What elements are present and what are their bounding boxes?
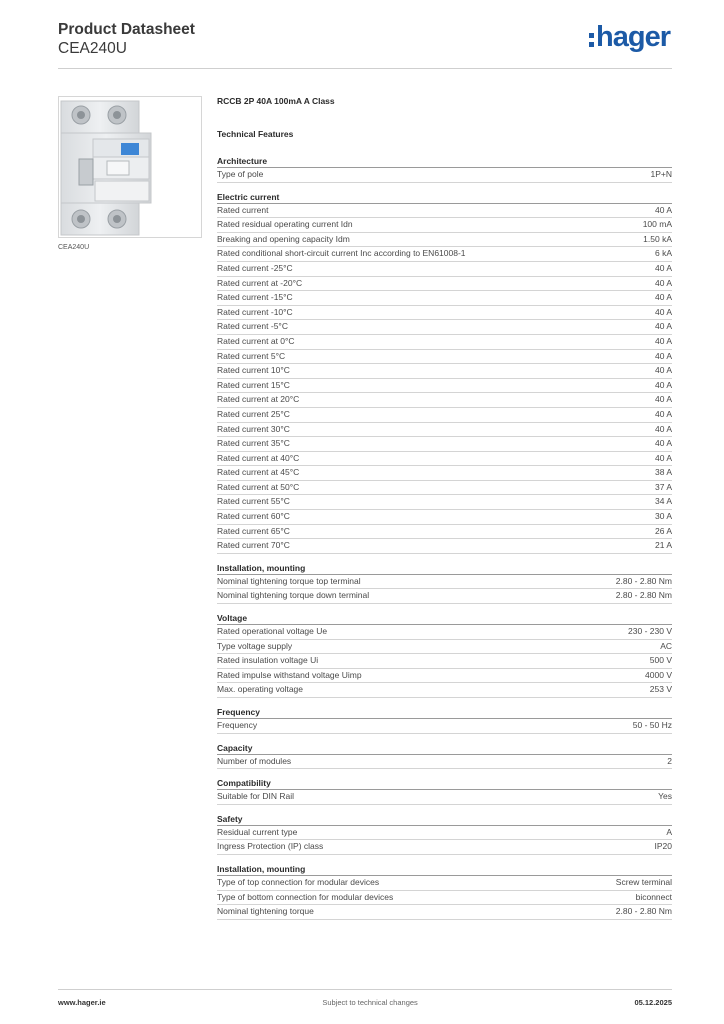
spec-value: 2.80 - 2.80 Nm — [615, 906, 672, 917]
spec-value: 6 kA — [654, 248, 672, 259]
spec-value: A — [666, 826, 672, 837]
spec-row — [217, 525, 672, 540]
section-title: Safety — [217, 813, 672, 826]
spec-row — [217, 335, 672, 350]
spec-label: Rated current 60°C — [217, 511, 290, 522]
section-title: Capacity — [217, 742, 672, 755]
page-header — [58, 20, 672, 68]
spec-value: 2.80 - 2.80 Nm — [615, 590, 672, 601]
spec-row — [217, 350, 672, 365]
spec-value: 40 A — [654, 423, 672, 434]
spec-value: 230 - 230 V — [628, 626, 672, 637]
spec-label: Rated conditional short-circuit current Inc according to EN61008-1 — [217, 248, 466, 259]
spec-label: Nominal tightening torque down terminal — [217, 590, 370, 601]
spec-label: Breaking and opening capacity Idm — [217, 233, 350, 244]
spec-value: 40 A — [654, 365, 672, 376]
spec-row — [217, 393, 672, 408]
spec-value: 26 A — [654, 525, 672, 536]
spec-value: 100 mA — [642, 219, 672, 230]
spec-row — [217, 204, 672, 219]
spec-row — [217, 826, 672, 841]
spec-label: Rated current 15°C — [217, 379, 290, 390]
spec-row — [217, 364, 672, 379]
spec-row — [217, 379, 672, 394]
image-caption: CEA240U — [58, 244, 90, 251]
spec-row — [217, 437, 672, 452]
spec-value: 1P+N — [650, 169, 672, 179]
spec-row — [217, 481, 672, 496]
spec-value: 40 A — [654, 379, 672, 390]
spec-row — [217, 589, 672, 604]
spec-label: Rated current 35°C — [217, 438, 290, 449]
spec-value: 40 A — [654, 335, 672, 346]
spec-section — [217, 742, 672, 770]
technical-features-heading: Technical Features — [217, 129, 294, 139]
spec-label: Rated insulation voltage Ui — [217, 655, 319, 666]
spec-row — [217, 247, 672, 262]
spec-row — [217, 320, 672, 335]
spec-row — [217, 790, 672, 805]
spec-value: 40 A — [654, 452, 672, 463]
spec-row — [217, 719, 672, 734]
spec-row — [217, 277, 672, 292]
spec-label: Rated current 10°C — [217, 365, 290, 376]
spec-section — [217, 863, 672, 920]
spec-row — [217, 218, 672, 233]
spec-section — [217, 562, 672, 604]
section-title: Voltage — [217, 612, 672, 625]
section-title: Architecture — [217, 155, 672, 168]
spec-label: Nominal tightening torque — [217, 906, 314, 917]
spec-label: Rated current -10°C — [217, 306, 293, 317]
page-footer — [58, 998, 672, 1007]
spec-row — [217, 755, 672, 770]
spec-value: 21 A — [654, 540, 672, 551]
spec-value: 40 A — [654, 394, 672, 405]
header-divider — [58, 68, 672, 69]
spec-label: Type voltage supply — [217, 640, 293, 651]
spec-label: Rated current at 45°C — [217, 467, 300, 478]
section-title: Electric current — [217, 191, 672, 204]
spec-value: 34 A — [654, 496, 672, 507]
section-title: Frequency — [217, 706, 672, 719]
technical-specifications — [217, 95, 672, 920]
spec-value: 2 — [667, 755, 672, 766]
spec-label: Ingress Protection (IP) class — [217, 841, 324, 852]
section-title: Installation, mounting — [217, 562, 672, 575]
spec-label: Rated current 5°C — [217, 350, 286, 361]
spec-label: Rated current at -20°C — [217, 277, 303, 288]
product-reference: CEA240U — [58, 40, 127, 57]
spec-row — [217, 262, 672, 277]
spec-label: Nominal tightening torque top terminal — [217, 575, 361, 586]
spec-section — [217, 813, 672, 855]
spec-label: Suitable for DIN Rail — [217, 791, 295, 802]
footer-date: 05.12.2025 — [634, 998, 672, 1007]
spec-value: 50 - 50 Hz — [632, 720, 672, 730]
spec-label: Rated current at 40°C — [217, 452, 300, 463]
spec-label: Rated current -15°C — [217, 292, 293, 303]
spec-label: Rated impulse withstand voltage Uimp — [217, 669, 362, 680]
spec-value: 40 A — [654, 350, 672, 361]
spec-label: Residual current type — [217, 826, 298, 837]
spec-value: 1.50 kA — [643, 233, 672, 244]
spec-row — [217, 233, 672, 248]
spec-label: Rated current 25°C — [217, 408, 290, 419]
spec-label: Rated current -5°C — [217, 321, 288, 332]
spec-section — [217, 612, 672, 698]
section-title: Compatibility — [217, 777, 672, 790]
spec-label: Rated current 65°C — [217, 525, 290, 536]
spec-row — [217, 452, 672, 467]
spec-section — [217, 777, 672, 805]
spec-value: 2.80 - 2.80 Nm — [615, 575, 672, 586]
footer-website: www.hager.ie — [58, 998, 106, 1007]
spec-label: Number of modules — [217, 755, 292, 766]
hager-logo — [589, 22, 670, 52]
spec-row — [217, 306, 672, 321]
spec-label: Rated current 55°C — [217, 496, 290, 507]
spec-value: IP20 — [654, 841, 672, 852]
spec-label: Frequency — [217, 720, 258, 730]
spec-value: 37 A — [654, 481, 672, 492]
spec-row — [217, 654, 672, 669]
section-title: Installation, mounting — [217, 863, 672, 876]
product-image — [58, 96, 202, 238]
spec-value: 500 V — [649, 655, 672, 666]
spec-value: 40 A — [654, 321, 672, 332]
spec-section — [217, 191, 672, 554]
spec-value: 4000 V — [645, 669, 672, 680]
spec-row — [217, 625, 672, 640]
spec-row — [217, 539, 672, 554]
spec-row — [217, 408, 672, 423]
spec-row — [217, 905, 672, 920]
spec-value: 253 V — [649, 684, 672, 695]
spec-label: Rated residual operating current Idn — [217, 219, 353, 230]
spec-value: 40 A — [654, 292, 672, 303]
spec-value: AC — [660, 640, 672, 651]
spec-value: 30 A — [654, 511, 672, 522]
spec-value: 38 A — [654, 467, 672, 478]
spec-value: 40 A — [654, 408, 672, 419]
spec-section — [217, 155, 672, 183]
logo-wordmark: hager — [596, 21, 670, 53]
spec-row — [217, 510, 672, 525]
spec-row — [217, 640, 672, 655]
spec-row — [217, 669, 672, 684]
spec-label: Rated current 30°C — [217, 423, 290, 434]
spec-value: 40 A — [654, 262, 672, 273]
rccb-device-icon — [59, 97, 201, 237]
spec-value: biconnect — [635, 891, 672, 902]
spec-section — [217, 706, 672, 734]
spec-label: Rated current at 0°C — [217, 335, 295, 346]
logo-dots-icon — [589, 33, 594, 47]
spec-value: Yes — [658, 791, 672, 802]
spec-row — [217, 840, 672, 855]
spec-value: 40 A — [654, 306, 672, 317]
spec-row — [217, 575, 672, 590]
footer-divider — [58, 989, 672, 990]
spec-row — [217, 876, 672, 891]
spec-label: Rated current -25°C — [217, 262, 293, 273]
spec-label: Max. operating voltage — [217, 684, 303, 695]
spec-value: 40 A — [654, 277, 672, 288]
spec-row — [217, 291, 672, 306]
spec-row — [217, 168, 672, 183]
spec-label: Type of pole — [217, 169, 264, 179]
spec-value: 40 A — [654, 204, 672, 215]
spec-value: 40 A — [654, 438, 672, 449]
document-title: Product Datasheet — [58, 21, 195, 38]
spec-label: Rated current at 20°C — [217, 394, 300, 405]
spec-sections — [217, 155, 672, 920]
product-name: RCCB 2P 40A 100mA A Class — [217, 96, 335, 106]
spec-row — [217, 466, 672, 481]
spec-label: Rated operational voltage Ue — [217, 626, 328, 637]
spec-row — [217, 423, 672, 438]
spec-label: Rated current — [217, 204, 269, 215]
spec-row — [217, 495, 672, 510]
spec-label: Rated current 70°C — [217, 540, 290, 551]
spec-row — [217, 891, 672, 906]
spec-label: Rated current at 50°C — [217, 481, 300, 492]
spec-row — [217, 683, 672, 698]
spec-label: Type of top connection for modular devices — [217, 876, 380, 887]
spec-label: Type of bottom connection for modular devices — [217, 891, 394, 902]
spec-value: Screw terminal — [615, 876, 672, 887]
footer-note: Subject to technical changes — [322, 998, 418, 1007]
